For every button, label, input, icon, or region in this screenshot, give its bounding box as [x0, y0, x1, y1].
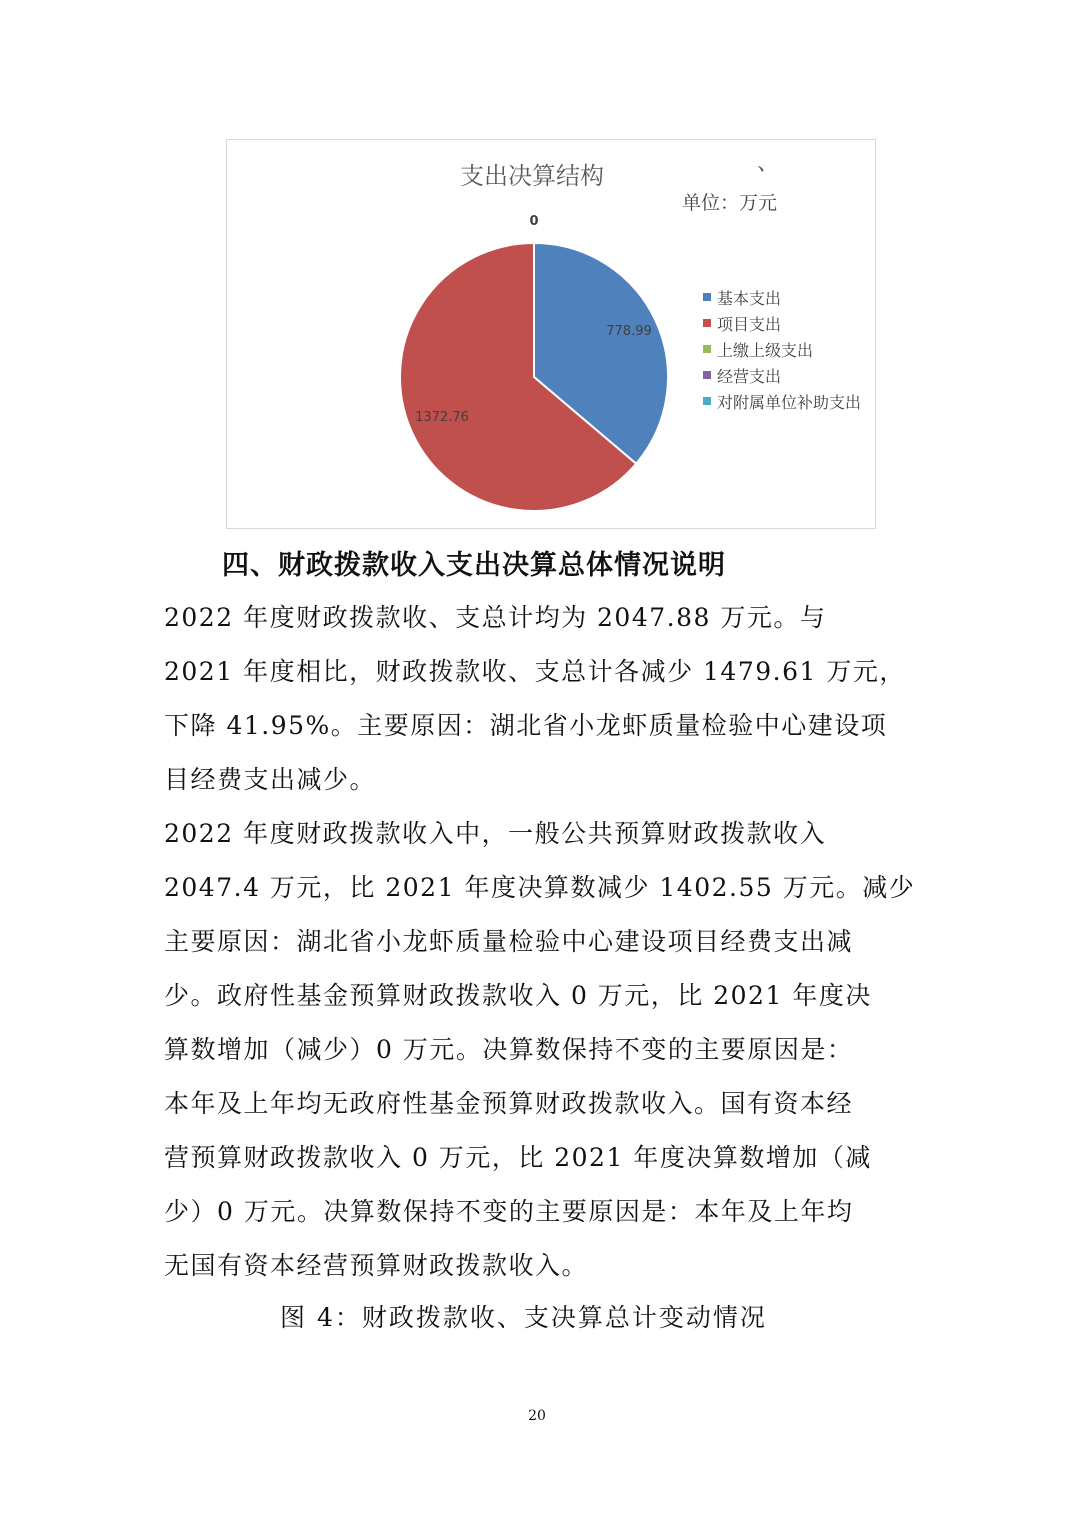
pie-data-label-zero: 0 [529, 214, 539, 229]
figure-caption: 图 4：财政拨款收、支决算总计变动情况 [280, 1303, 767, 1332]
text-line: 无国有资本经营预算财政拨款收入。 [164, 1251, 589, 1280]
text-line: 2022 年度财政拨款收、支总计均为 2047.88 万元。与 [164, 603, 827, 632]
legend-item [703, 336, 861, 362]
pie-data-label: 778.99 [606, 324, 652, 339]
legend-label: 基本支出 [717, 288, 782, 308]
chart-title: 支出决算结构 [460, 162, 604, 190]
pie-data-label: 1372.76 [415, 410, 469, 425]
legend-label: 对附属单位补助支出 [717, 392, 862, 412]
text-line: 2021 年度相比，财政拨款收、支总计各减少 1479.61 万元， [164, 657, 906, 686]
chart-legend [703, 284, 861, 414]
legend-label: 上缴上级支出 [717, 340, 814, 360]
legend-item [703, 362, 861, 388]
legend-item [703, 284, 861, 310]
legend-label: 项目支出 [717, 314, 782, 334]
text-line: 少。政府性基金预算财政拨款收入 0 万元，比 2021 年度决 [164, 981, 872, 1010]
legend-item [703, 388, 861, 414]
chart-unit-label: 单位：万元 [682, 192, 778, 214]
paragraph-detail [164, 807, 914, 1293]
text-line: 少）0 万元。决算数保持不变的主要原因是：本年及上年均 [164, 1197, 854, 1226]
text-line: 算数增加（减少）0 万元。决算数保持不变的主要原因是： [164, 1035, 854, 1064]
legend-swatch [703, 345, 711, 353]
expenditure-pie-chart [226, 139, 876, 529]
text-line: 2022 年度财政拨款收入中，一般公共预算财政拨款收入 [164, 819, 827, 848]
legend-swatch [703, 293, 711, 301]
text-line: 营预算财政拨款收入 0 万元，比 2021 年度决算数增加（减 [164, 1143, 872, 1172]
legend-item [703, 310, 861, 336]
legend-label: 经营支出 [717, 366, 782, 386]
legend-swatch [703, 371, 711, 379]
text-line: 本年及上年均无政府性基金预算财政拨款收入。国有资本经 [164, 1089, 854, 1118]
text-line: 下降 41.95%。主要原因：湖北省小龙虾质量检验中心建设项 [164, 711, 888, 740]
text-line: 目经费支出减少。 [164, 765, 377, 794]
legend-swatch [703, 319, 711, 327]
text-line: 主要原因：湖北省小龙虾质量检验中心建设项目经费支出减 [164, 927, 854, 956]
legend-swatch [703, 397, 711, 405]
section-heading: 四、财政拨款收入支出决算总体情况说明 [222, 550, 726, 581]
paragraph-summary [164, 591, 914, 807]
chart-stray-mark: 、 [757, 151, 780, 176]
page-number: 20 [528, 1408, 546, 1424]
text-line: 2047.4 万元，比 2021 年度决算数减少 1402.55 万元。减少 [164, 873, 916, 902]
